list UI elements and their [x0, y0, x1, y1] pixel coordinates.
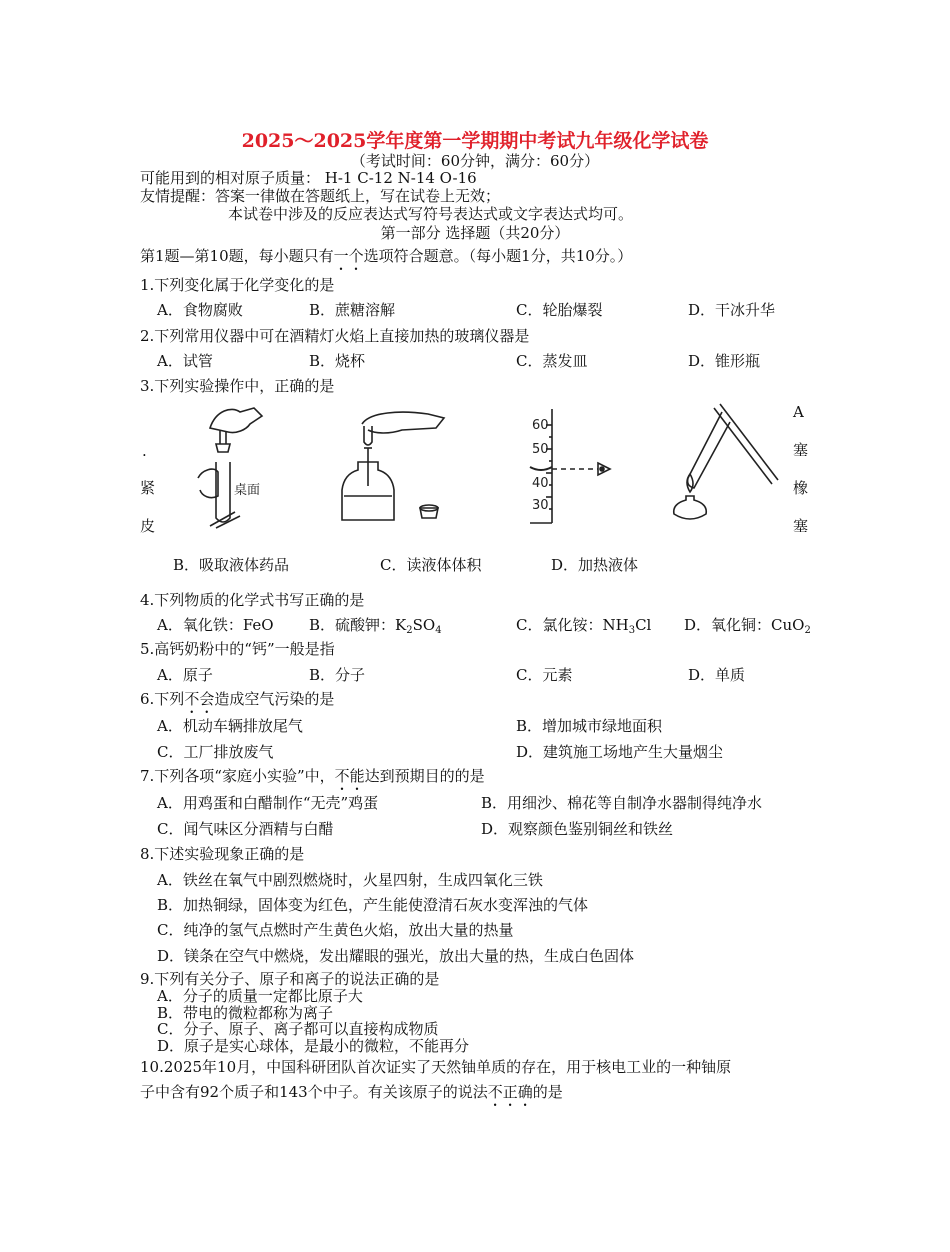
part1-heading: 第一部分 选择题（共20分） [380, 224, 570, 242]
q6-option-d: D．建筑施工场地产生大量烟尘 [516, 743, 724, 761]
reminder-line-2: 本试卷中涉及的反应表达式写符号表达式或文字表达式均可。 [228, 205, 634, 223]
q4-d-sub-1: 2 [804, 625, 811, 636]
q2-option-d: D．锥形瓶 [688, 352, 761, 370]
q4-c-sub-1: 3 [628, 625, 636, 636]
q8-option-a: A．铁丝在氧气中剧烈燃烧时，火星四射，生成四氧化三铁 [157, 871, 543, 889]
q4-b-pre: B．硫酸钾：K [309, 616, 407, 634]
instructions-after: 选项符合题意。（每小题1分，共10分。） [363, 247, 633, 265]
q3-desk-label: 桌面 [234, 483, 261, 498]
exam-info: （考试时间：60分钟，满分：60分） [350, 152, 600, 170]
q3-stem: 3.下列实验操作中，正确的是 [140, 377, 335, 395]
q5-option-d: D．单质 [688, 666, 746, 684]
q5-stem: 5.高钙奶粉中的“钙”一般是指 [140, 640, 335, 658]
instructions [140, 247, 632, 274]
q10-line-1: 10.2025年10月，中国科研团队首次证实了天然铀单质的存在，用于核电工业的一种铀原 [140, 1058, 732, 1076]
q3-figure-d [660, 400, 785, 525]
q6-option-a: A．机动车辆排放尾气 [157, 717, 303, 735]
q8-option-c: C．纯净的氢气点燃时产生黄色火焰，放出大量的热量 [157, 921, 514, 939]
q3-left-char-1: 紧 [140, 479, 156, 497]
q6-stem-emph: 不会 [184, 690, 215, 708]
q10-line2-after: 的是 [532, 1083, 563, 1101]
q2-option-c: C．蒸发皿 [516, 352, 588, 370]
q3-option-c: C．读液体体积 [380, 556, 482, 574]
q2-option-a: A．试管 [157, 352, 213, 370]
q6-stem-after: 造成空气污染的是 [214, 690, 335, 708]
q3-cyl-tick-40: 40 [532, 476, 549, 491]
q9-option-a: A．分子的质量一定都比原子大 [157, 987, 363, 1005]
q3-option-b: B．吸取液体药品 [173, 556, 290, 574]
q7-stem-before: 7.下列各项“家庭小实验”中， [140, 767, 335, 785]
exam-title: 2025～2025学年度第一学期期中考试九年级化学试卷 [241, 130, 709, 152]
q4-b-mid: SO [412, 616, 436, 634]
q7-option-a: A．用鸡蛋和白醋制作“无壳”鸡蛋 [157, 794, 379, 812]
q1-option-d: D．干冰升华 [688, 301, 776, 319]
q4-stem: 4.下列物质的化学式书写正确的是 [140, 591, 365, 609]
q3-left-char-2: 皮 [140, 517, 156, 535]
q6-stem-before: 6.下列 [140, 690, 185, 708]
q3-left-dot: . [142, 442, 147, 460]
q4-b-sub-2: 4 [435, 625, 442, 636]
q8-option-d: D．镁条在空气中燃烧，发出耀眼的强光，放出大量的热，生成白色固体 [157, 947, 635, 965]
q3-figure-a [180, 400, 290, 530]
q1-option-a: A．食物腐败 [157, 301, 243, 319]
q8-stem: 8.下述实验现象正确的是 [140, 845, 305, 863]
q3-option-d: D．加热液体 [551, 556, 639, 574]
q4-d-pre: D．氧化铜：CuO [684, 616, 805, 634]
q3-cyl-tick-50: 50 [532, 442, 549, 457]
q5-option-a: A．原子 [157, 666, 213, 684]
q3-right-char-2: 塞 [793, 441, 809, 459]
q6-stem [140, 690, 334, 717]
q3-cyl-tick-60: 60 [532, 418, 549, 433]
q7-option-c: C．闻气味区分酒精与白醋 [157, 820, 334, 838]
q4-option-c [516, 616, 651, 637]
q7-option-d: D．观察颜色鉴别铜丝和铁丝 [481, 820, 674, 838]
q1-option-b: B．蔗糖溶解 [309, 301, 396, 319]
q1-stem: 1.下列变化属于化学变化的是 [140, 276, 335, 294]
q8-option-b: B．加热铜绿，固体变为红色，产生能使澄清石灰水变浑浊的气体 [157, 896, 589, 914]
q9-stem: 9.下列有关分子、原子和离子的说法正确的是 [140, 970, 440, 988]
q5-option-b: B．分子 [309, 666, 366, 684]
reminder-line-1: 友情提醒：答案一律做在答题纸上，写在试卷上无效； [140, 187, 501, 205]
q9-option-b: B．带电的微粒都称为离子 [157, 1004, 334, 1022]
q4-option-a: A．氧化铁：FeO [157, 616, 274, 634]
q3-cyl-tick-30: 30 [532, 498, 549, 513]
q4-option-d [684, 616, 811, 637]
q4-c-post: Cl [635, 616, 652, 634]
q7-option-b: B．用细沙、棉花等自制净水器制得纯净水 [481, 794, 763, 812]
q4-b-sub-1: 2 [406, 625, 413, 636]
q10-line-2 [140, 1083, 563, 1110]
q7-stem [140, 767, 485, 794]
q3-figure-b [340, 400, 460, 530]
q4-option-b [309, 616, 442, 637]
q10-line2-emph: 不正确 [487, 1083, 533, 1101]
instructions-before: 第1题—第10题，每小题只有 [140, 247, 334, 265]
q5-option-c: C．元素 [516, 666, 573, 684]
q3-figure-c [520, 405, 630, 530]
q1-option-c: C．轮胎爆裂 [516, 301, 603, 319]
q7-stem-emph: 不能 [334, 767, 365, 785]
q10-line2-before: 子中含有92个质子和143个中子。有关该原子的说法 [140, 1083, 488, 1101]
q2-stem: 2.下列常用仪器中可在酒精灯火焰上直接加热的玻璃仪器是 [140, 327, 530, 345]
q2-option-b: B．烧杯 [309, 352, 366, 370]
q4-c-pre: C．氯化铵：NH [516, 616, 629, 634]
q9-option-c: C．分子、原子、离子都可以直接构成物质 [157, 1020, 439, 1038]
q6-option-b: B．增加城市绿地面积 [516, 717, 663, 735]
q9-option-d: D．原子是实心球体，是最小的微粒，不能再分 [157, 1037, 470, 1055]
q7-stem-after: 达到预期目的的是 [364, 767, 485, 785]
q6-option-c: C．工厂排放废气 [157, 743, 274, 761]
q3-right-char-1: A [793, 403, 804, 421]
q3-right-char-3: 橡 [793, 479, 809, 497]
q3-right-char-4: 塞 [793, 517, 809, 535]
atomic-mass-line: 可能用到的相对原子质量： H-1 C-12 N-14 O-16 [140, 169, 477, 187]
instructions-emph: 一个 [333, 247, 364, 265]
